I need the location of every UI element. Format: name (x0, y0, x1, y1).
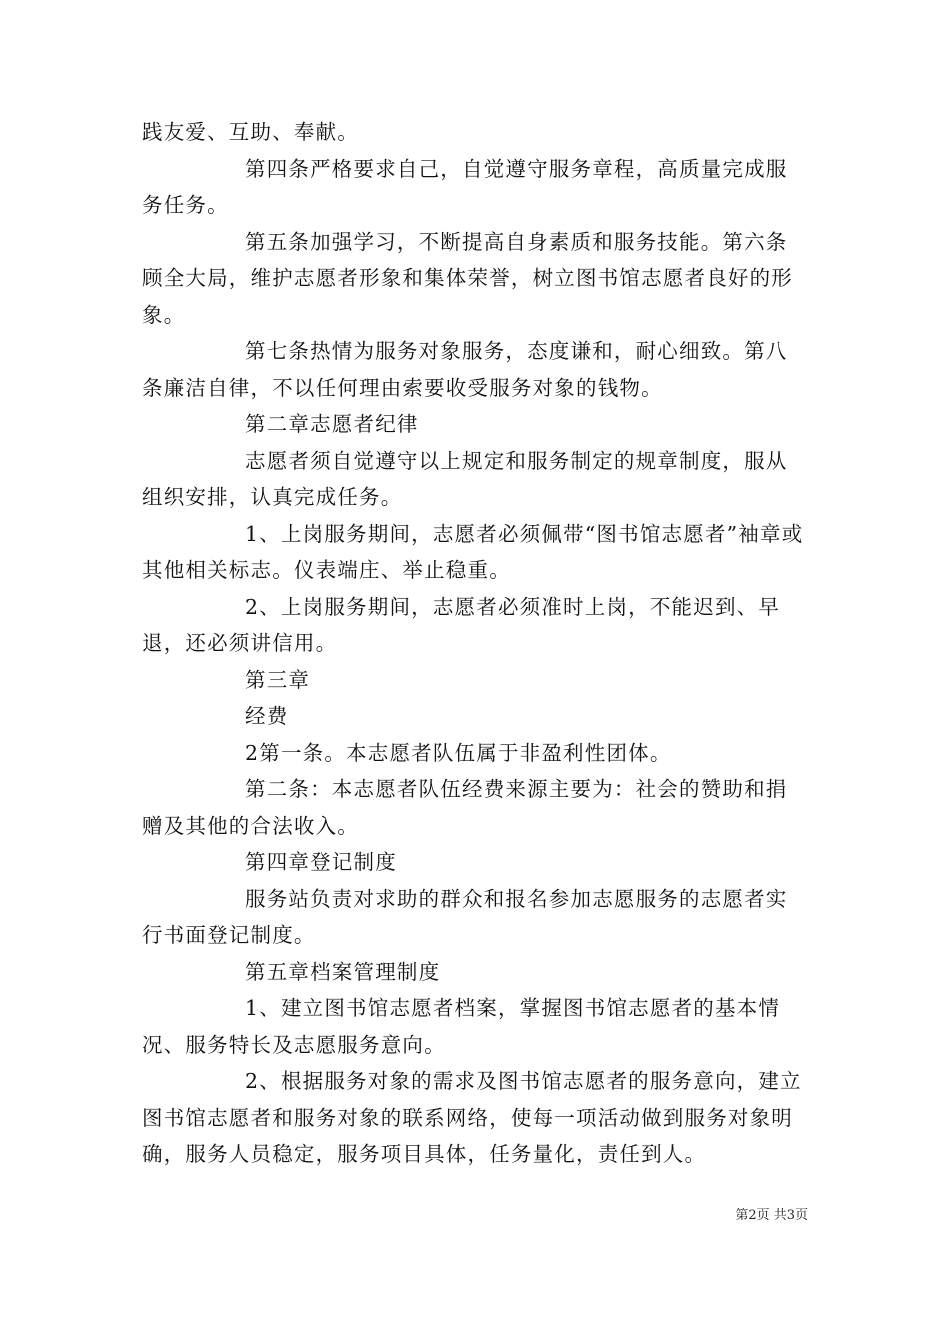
paragraph: 服务站负责对求助的群众和报名参加志愿服务的志愿者实行书面登记制度。 (142, 886, 788, 947)
document-body (142, 114, 808, 1173)
chapter-heading: 第五章档案管理制度 (245, 959, 441, 984)
paragraph: 第二条：本志愿者队伍经费来源主要为：社会的赞助和捐赠及其他的合法收入。 (142, 777, 788, 838)
paragraph: 2、根据服务对象的需求及图书馆志愿者的服务意向，建立图书馆志愿者和服务对象的联系网络，使每一项活动做到服务对象明确，服务人员稳定，服务项目具体，任务量化，责任到人。 (142, 1069, 802, 1166)
chapter-heading: 第三章 (245, 667, 311, 692)
paragraph: 践友爱、互助、奉献。 (142, 120, 359, 144)
paragraph: 2第一条。本志愿者队伍属于非盈利性团体。 (245, 740, 672, 765)
paragraph: 第七条热情为服务对象服务，态度谦和，耐心细致。第八条廉洁自律，不以任何理由索要收受服务对象的钱物。 (142, 339, 788, 400)
chapter-heading: 第四章登记制度 (245, 850, 397, 874)
paragraph: 第五条加强学习，不断提高自身素质和服务技能。第六条顾全大局，维护志愿者形象和集体荣誉，树立图书馆志愿者良好的形象。 (142, 229, 793, 327)
page-number: 第2页 共3页 (735, 1208, 808, 1223)
paragraph: 第四条严格要求自己，自觉遵守服务章程，高质量完成服务任务。 (142, 156, 788, 217)
paragraph: 1、建立图书馆志愿者档案，掌握图书馆志愿者的基本情况、服务特长及志愿服务意向。 (142, 996, 781, 1057)
paragraph: 1、上岗服务期间，志愿者必须佩带“图书馆志愿者”袖章或其他相关标志。仪表端庄、举止稳重。 (142, 521, 804, 582)
paragraph: 志愿者须自觉遵守以上规定和服务制定的规章制度，服从组织安排，认真完成任务。 (142, 448, 788, 509)
chapter-heading: 第二章志愿者纪律 (245, 412, 419, 436)
chapter-heading: 经费 (245, 704, 289, 728)
paragraph: 2、上岗服务期间，志愿者必须准时上岗，不能迟到、早退，还必须讲信用。 (142, 594, 781, 655)
